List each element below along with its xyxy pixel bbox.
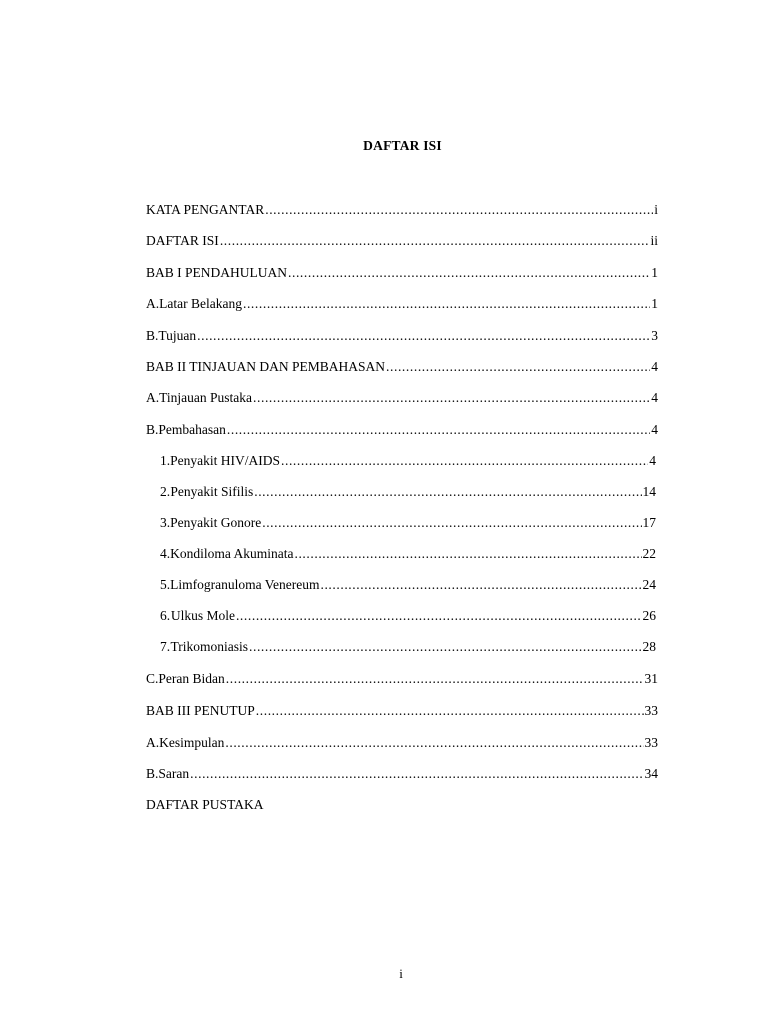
toc-entry-limfogranuloma [160,576,656,594]
toc-entry-label: Trikomoniasis [170,639,248,654]
page-title: DAFTAR ISI [363,138,442,153]
toc-entry-page: 33 [644,703,658,718]
dot-leader [288,264,650,282]
page-number: i [399,966,403,981]
toc-entry-number: 4. [160,546,171,561]
toc-entry-latar-belakang [146,295,658,313]
dot-leader [243,295,650,313]
toc-entry-label: Penyakit Sifilis [170,484,254,499]
dot-leader [262,514,641,532]
toc-entry-label: KATA PENGANTAR [146,202,265,217]
toc-entry-number: 5. [160,577,171,592]
toc-entry-page: 17 [642,515,656,530]
toc-entry-number: A. [146,735,160,750]
toc-entry-label: Saran [158,766,190,781]
toc-entry-saran [146,765,658,783]
toc-entry-number: 1. [160,453,171,468]
toc-entry-page: 4 [651,359,658,374]
toc-entry-trikomoniasis [160,638,656,656]
toc-entry-number: B. [146,766,159,781]
toc-entry-tinjauan-pustaka [146,389,658,407]
toc-entry-page: 4 [649,453,656,468]
dot-leader [227,421,650,439]
dot-leader [265,201,653,219]
toc-entry-peran-bidan [146,670,658,688]
toc-entry-label: BAB III PENUTUP [146,703,255,718]
toc-entry-label: Latar Belakang [159,296,242,311]
toc-entry-page: 28 [642,639,656,654]
toc-entry-daftar-pustaka [146,796,658,814]
dot-leader [386,358,650,376]
toc-entry-label: Tujuan [158,328,197,343]
toc-entry-page: ii [650,233,658,248]
toc-entry-number: 3. [160,515,171,530]
dot-leader [249,638,642,656]
toc-entry-number: 7. [160,639,171,654]
toc-entry-ulkus-mole [160,607,656,625]
toc-entry-label: Peran Bidan [158,671,225,686]
toc-entry-page: 22 [642,546,656,561]
toc-entry-page: 4 [651,422,658,437]
toc-entry-label: Kesimpulan [159,735,225,750]
toc-entry-label: BAB II TINJAUAN DAN PEMBAHASAN [146,359,386,374]
toc-entry-hiv-aids [160,452,656,470]
toc-entry-label: BAB I PENDAHULUAN [146,265,287,280]
toc-entry-number: C. [146,671,159,686]
toc-entry-bab-2 [146,358,658,376]
toc-entry-page: 33 [644,735,658,750]
toc-entry-sifilis [160,483,656,501]
toc-entry-pembahasan [146,421,658,439]
toc-entry-page: 1 [651,296,658,311]
dot-leader [190,765,643,783]
toc-entry-label: Limfogranuloma Venereum [170,577,320,592]
toc-entry-label: Tinjauan Pustaka [159,390,253,405]
toc-entry-bab-1 [146,264,658,282]
toc-entry-kesimpulan [146,734,658,752]
toc-entry-page: 1 [651,265,658,280]
dot-leader [253,389,650,407]
toc-entry-label: Penyakit Gonore [170,515,262,530]
toc-entry-page: 3 [651,328,658,343]
toc-entry-number: A. [146,390,160,405]
toc-entry-number: A. [146,296,160,311]
toc-entry-page: 31 [644,671,658,686]
dot-leader [197,327,650,345]
dot-leader [226,670,644,688]
toc-entry-page: 4 [651,390,658,405]
dot-leader [256,702,644,720]
toc-entry-gonore [160,514,656,532]
dot-leader [320,576,641,594]
toc-entry-label: DAFTAR ISI [146,233,219,248]
toc-entry-page: i [654,202,658,217]
toc-entry-tujuan [146,327,658,345]
dot-leader [294,545,641,563]
dot-leader [220,232,650,250]
dot-leader [254,483,641,501]
toc-entry-label: Ulkus Mole [170,608,235,623]
toc-entry-label: Penyakit HIV/AIDS [170,453,280,468]
toc-entry-number: B. [146,422,159,437]
dot-leader [281,452,648,470]
toc-entry-page: 14 [642,484,656,499]
toc-entry-label: DAFTAR PUSTAKA [146,797,264,812]
toc-entry-page: 26 [642,608,656,623]
toc-entry-kata-pengantar [146,201,658,219]
dot-leader [236,607,642,625]
toc-entry-number: 6. [160,608,171,623]
toc-entry-kondiloma [160,545,656,563]
toc-entry-page: 34 [644,766,658,781]
toc-entry-daftar-isi [146,232,658,250]
dot-leader [225,734,643,752]
toc-entry-label: Pembahasan [158,422,226,437]
toc-entry-bab-3 [146,702,658,720]
toc-entry-number: 2. [160,484,171,499]
toc-entry-page: 24 [642,577,656,592]
toc-entry-number: B. [146,328,159,343]
toc-entry-label: Kondiloma Akuminata [170,546,294,561]
